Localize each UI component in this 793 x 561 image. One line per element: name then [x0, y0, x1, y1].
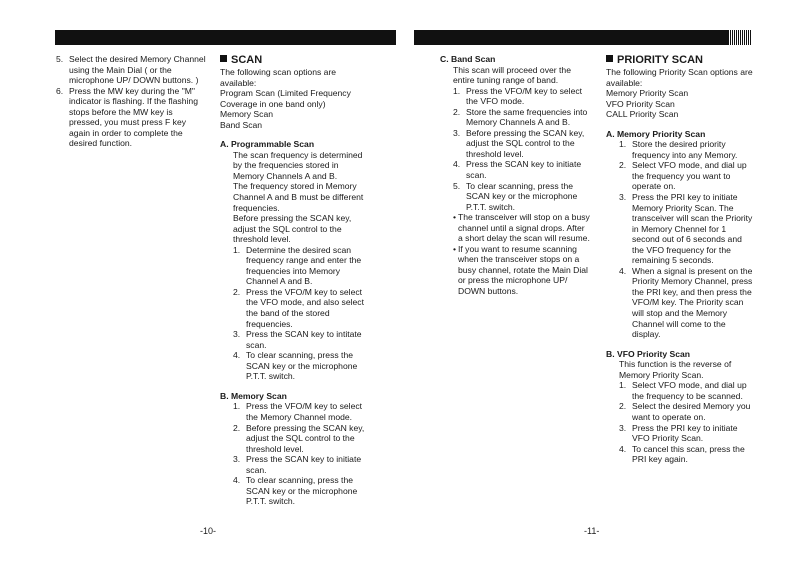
list-item: 4. Press the SCAN key to initiate scan. [453, 159, 582, 181]
programmable-scan-title: A. Programmable Scan [220, 139, 315, 150]
barcode-mark [728, 30, 752, 45]
column-2 [220, 54, 367, 507]
priority-option: Memory Priority Scan [606, 88, 689, 99]
list-item: 3. Before pressing the SCAN key, adjust the SQL control to the threshold level. [453, 127, 585, 159]
list-item: 1. Press the VFO/M key to select the VFO mode. [453, 85, 583, 107]
list-item: 1. Determine the desired scan frequency range and enter the frequencies into Memory Channel A and B. [233, 244, 362, 287]
column-1 [56, 54, 206, 149]
list-item: 5. To clear scanning, press the SCAN key or the microphone P.T.T. switch. [453, 180, 578, 212]
paragraph: Before pressing the SCAN key, adjust the SQL control to the threshold level. [233, 213, 352, 245]
page-number-right: -11- [584, 526, 600, 536]
priority-option: CALL Priority Scan [606, 109, 679, 120]
programmable-scan-steps [233, 245, 367, 382]
memory-priority-scan-title: A. Memory Priority Scan [606, 128, 706, 139]
list-item: 3. Press the PRI key to initiate VFO Priority Scan. [619, 422, 738, 444]
bullet-note: • If you want to resume scanning when the transceiver stops on a busy channel, rotate the Main Dial or press the microphone UP/ DOWN buttons. [453, 243, 588, 297]
list-item: 5. Select the desired Memory Channel using the Main Dial ( or the microphone UP/ DOWN buttons. ) [56, 54, 206, 86]
list-item: 3. Press the SCAN key to initiate scan. [233, 454, 362, 475]
list-item: 1. Store the desired priority frequency into any Memory. [619, 139, 738, 160]
list-item: 4. When a signal is present on the Priority Memory Channel, press the PRI key, and then press the VFO/M key. The Priority scan will stop and the Memory Channel will come to the display. [619, 265, 753, 340]
list-item: 6. Press the MW key during the "M" indicator is flashing. If the flashing stops before the MW key is pressed, you must press F key again in order to complete the desired function. [56, 85, 198, 149]
vfo-priority-scan-title: B. VFO Priority Scan [606, 348, 691, 359]
memory-scan-title: B. Memory Scan [220, 390, 287, 401]
list-item: 1. Press the VFO/M key to select the Memory Channel mode. [233, 401, 363, 422]
paragraph: This function is the reverse of Memory Priority Scan. [619, 359, 732, 380]
list-item: 3. Press the PRI key to initiate Memory Priority Scan. The transceiver will scan the Priority in Memory Chennel for 1 second out of 6 seconds and the VFO frequency for the remaining 5 seconds. [619, 192, 753, 266]
column-4 [606, 54, 756, 465]
scan-section-title: SCAN [220, 54, 367, 67]
bullet-note: • The transceiver will stop on a busy channel until a signal drops. After a short delay the scan will resume. [453, 212, 590, 244]
continued-steps-list [56, 54, 206, 149]
scan-option: Memory Scan [220, 109, 274, 120]
band-scan-title: C. Band Scan [440, 54, 496, 64]
list-item: 4. To cancel this scan, press the PRI key again. [619, 443, 745, 465]
square-bullet-icon [606, 55, 613, 62]
scan-intro: The following scan options are available: [220, 67, 337, 88]
list-item: 2. Before pressing the SCAN key, adjust the SQL control to the threshold level. [233, 422, 365, 454]
list-item: 2. Select VFO mode, and dial up the frequency you want to operate on. [619, 160, 747, 192]
left-header-bar [55, 30, 396, 45]
right-header-bar [414, 30, 752, 45]
list-item: 3. Press the SCAN key to intitate scan. [233, 329, 362, 350]
list-item: 2. Press the VFO/M key to select the VFO mode, and also select the band of the stored frequencies. [233, 286, 364, 329]
list-item: 4. To clear scanning, press the SCAN key or the microphone P.T.T. switch. [233, 475, 358, 507]
paragraph: The frequency stored in Memory Channel A and B must be different frequencies. [233, 181, 364, 213]
list-item: 2. Select the desired Memory you want to operate on. [619, 401, 751, 422]
vfo-priority-steps [619, 380, 756, 464]
square-bullet-icon [220, 55, 227, 62]
scan-option: Band Scan [220, 119, 263, 130]
memory-scan-steps [233, 401, 367, 506]
page-number-left: -10- [200, 526, 217, 536]
priority-scan-title: PRIORITY SCAN [606, 54, 756, 67]
list-item: 4. To clear scanning, press the SCAN key or the microphone P.T.T. switch. [233, 350, 358, 382]
paragraph: The scan frequency is determined by the frequencies stored in Memory Channels A and B. [233, 149, 363, 181]
memory-priority-steps [619, 139, 756, 339]
paragraph: This scan will proceed over the entire tuning range of band. [453, 64, 571, 86]
band-scan-steps [453, 86, 590, 213]
priority-intro: The following Priority Scan options are available: [606, 67, 753, 88]
column-3 [440, 54, 590, 297]
scan-option: Program Scan (Limited Frequency Coverage in one band only) [220, 88, 351, 109]
list-item: 1. Select VFO mode, and dial up the frequency to be scanned. [619, 380, 747, 401]
list-item: 2. Store the same frequencies into Memory Channels A and B. [453, 106, 588, 128]
priority-option: VFO Priority Scan [606, 98, 675, 109]
